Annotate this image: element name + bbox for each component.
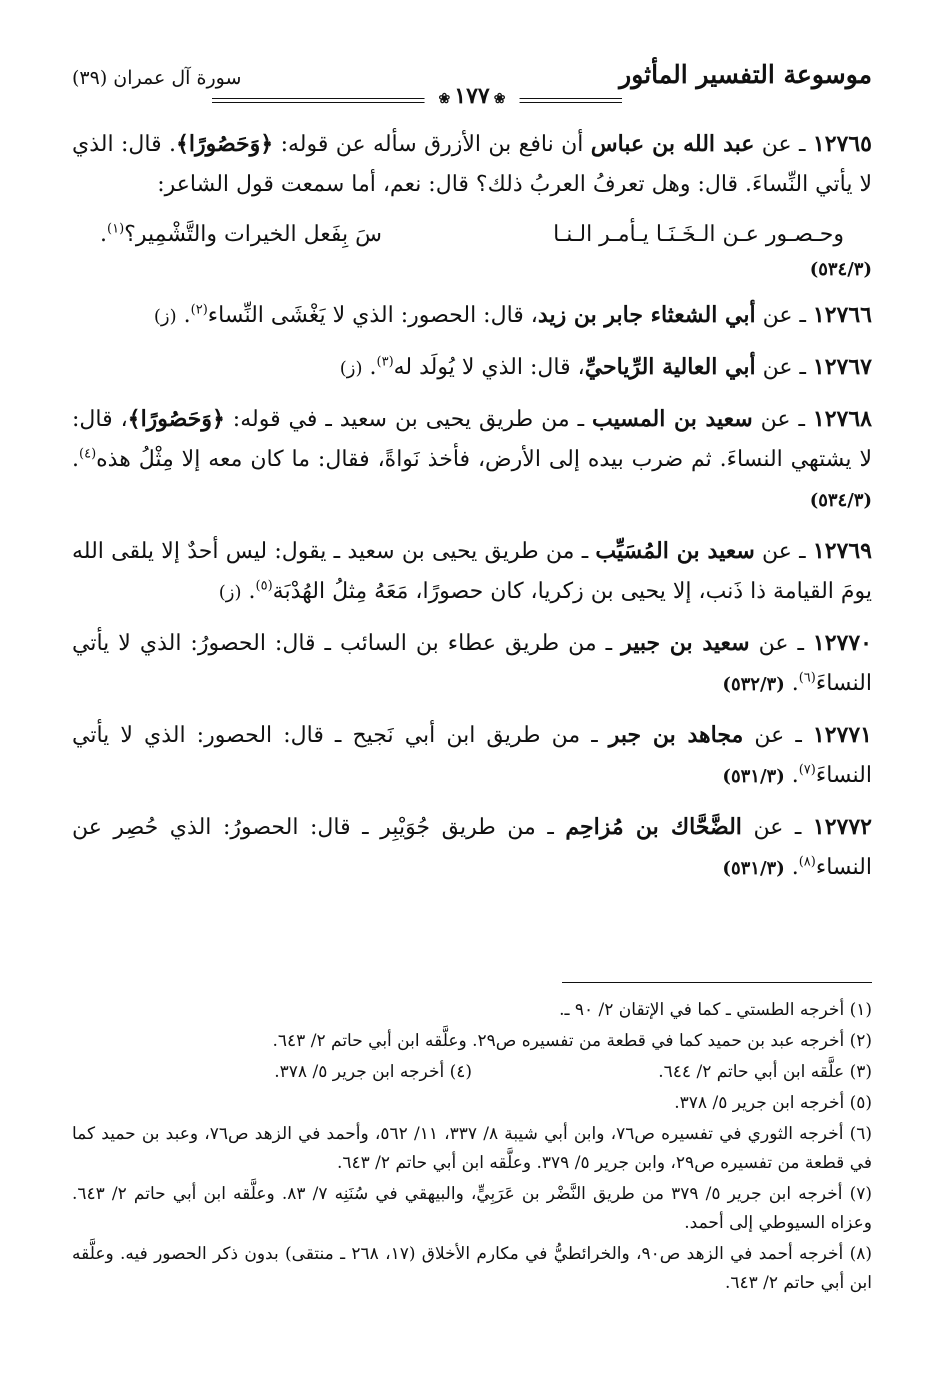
entry-text: . [176,303,191,328]
entry-text: ـ عن [743,723,813,748]
footnote: (٢) أخرجه عبد بن حميد كما في قطعة من تفسيره ص٢٩. وعلَّقه ابن أبي حاتم ٢/ ٦٤٣. [272,1031,872,1051]
entry-text: . [72,447,79,472]
volume-reference: (٥٣٤/٣) [809,259,872,280]
entry [72,807,872,889]
volume-reference: (٥٣١/٣) [722,858,785,879]
surah-name: سورة آل عمران (٣٩) [72,67,242,89]
entry-text: . [784,855,799,880]
footnote: (٤) أخرجه ابن جرير ٥/ ٣٧٨. [274,1062,472,1082]
footnote-marker: (١) [107,221,125,237]
footnotes [72,996,872,1300]
entry-text: . قال: الذي لا يأتي النِّساءَ. قال: وهل تعرفُ العربُ ذلك؟ قال: نعم، أما سمعت قول الشاعر: [72,132,872,197]
entry-text: . [362,355,377,380]
footnote-marker: (٣) [376,354,394,370]
book-title: موسوعة التفسير المأثور [619,60,872,89]
entry-text: ، قال: لا يشتهي النساءَ. ثم ضرب بيده إلى الأرض، فأخذ نَواةً، فقال: ما كان معه إلا مِثْلُ هذه [72,407,872,472]
entry-text: . [784,763,799,788]
source-marker: (ز) [339,358,363,379]
footnote-marker: (٢) [190,302,208,318]
verse-hemistich-2: سَ بِفَعل الخيرات والتَّشْمِير؟ [124,222,382,247]
page-number: ١٧٧ [454,83,490,109]
entry-text: ـ عن [741,815,813,840]
running-header [72,58,872,112]
entry-text: ، قال: الذي لا يُولَد له [393,355,585,380]
volume-reference: (٥٣٤/٣) [809,490,872,511]
entry-number: ١٢٧٦٧ [812,354,872,380]
quran-quote: ﴿وَحَصُورًا﴾ [175,131,274,157]
footnote-marker: (٥) [255,578,273,594]
entry [72,715,872,797]
entry [72,399,872,521]
narrator-name: مجاهد بن جبر [608,722,744,748]
narrator-name: أبي العالية الرِّياحيِّ [584,354,756,380]
entry-text: ـ من طريق يحيى بن سعيد ـ يقول: ليس أحدٌ إلا يلقى الله يومَ القيامة ذا ذَنب، إلا يحيى بن زكريا، كان حصورًا، مَعَهُ مِثلُ الهُدْبَة [72,539,872,604]
narrator-name: سعيد بن جبير [621,630,750,656]
entry [72,347,872,389]
footnote: (٦) أخرجه الثوري في تفسيره ص٧٦، وابن أبي شيبة ٨/ ٣٣٧، ١١/ ٥٦٢، وأحمد في الزهد ص٧٦، وعبد بن حميد كما في قطعة من تفسيره ص٢٩، وابن جرير ٥/ ٣٧٩. وعلَّقه ابن أبي حاتم ٢/ ٦٤٣. [72,1124,873,1173]
source-marker: (ز) [153,306,177,327]
page-number-block [425,80,520,115]
entry-text: ـ عن [755,355,813,380]
entry-text: ، قال: الحصور: الذي لا يَغْشَى النِّساء [207,303,538,328]
narrator-name: الضَّحَّاك بن مُزاحِم [565,814,742,840]
poetry-verse [72,215,872,255]
entry-text: ـ عن [749,631,813,656]
footnote: (٥) أخرجه ابن جرير ٥/ ٣٧٨. [674,1093,872,1113]
quran-quote: ﴿وَحَصُورًا﴾ [127,406,225,432]
entry-text: ـ عن [754,539,813,564]
entry-text: . [241,579,256,604]
entry [72,124,872,205]
footnote-marker: (٦) [798,670,816,686]
ornament-icon: ❀ [493,91,506,107]
volume-reference: (٥٣٢/٣) [722,674,785,695]
entry-text: ـ من طريق يحيى بن سعيد ـ في قوله: [224,407,592,432]
entry-number: ١٢٧٧١ [812,722,872,748]
entry-text: ـ عن [752,407,813,432]
entry-text: ـ عن [755,303,813,328]
verse-hemistich-1: وحـصـور عـن الـخَـنَـا يـأمـر الـنـا [553,222,844,247]
entry-text: أن نافع بن الأزرق سأله عن قوله: [273,132,591,157]
footnote: (١) أخرجه الطستي ـ كما في الإتقان ٢/ ٩٠ ـ. [559,1000,872,1020]
entry [72,531,872,613]
entry-number: ١٢٧٧٢ [812,814,872,840]
source-marker: (ز) [218,582,242,603]
verse-end: . [100,222,107,247]
footnote: (٨) أخرجه أحمد في الزهد ص٩٠، والخرائطيُّ في مكارم الأخلاق (١٧، ٢٦٨ ـ منتقى) بدون ذكر الحصور فيه. وعلَّقه ابن أبي حاتم ٢/ ٦٤٣. [72,1244,872,1293]
header-rule [212,98,622,103]
footnote: (٧) أخرجه ابن جرير ٥/ ٣٧٩ من طريق النَّضْر بن عَرَبِيٍّ، والبيهقي في سُنَنِه ٧/ ٨٣. وعلَّقه ابن أبي حاتم ٢/ ٦٤٣. وعزاه السيوطي إلى أحمد. [72,1184,873,1233]
footnote-row [72,1058,872,1089]
entry-number: ١٢٧٦٦ [812,302,872,328]
footnote: (٣) علَّقه ابن أبي حاتم ٢/ ٦٤٤. [658,1062,872,1082]
entry-text: ـ عن [754,132,813,157]
entry-text: ـ من طريق عطاء بن السائب ـ قال: الحصورُ: الذي لا يأتي النساءَ [72,631,872,696]
entry-text: ـ من طريق ابن أبي نَجيح ـ قال: الحصور: الذي لا يأتي النساءَ [72,723,872,788]
narrator-name: سعيد بن المُسَيِّب [595,538,755,564]
footnote-marker: (٤) [79,446,97,462]
narrator-name: سعيد بن المسيب [591,406,753,432]
main-text [72,124,872,899]
entry-text: ـ من طريق جُوَيْبِر ـ قال: الحصورُ: الذي حُصِر عن النساء [72,815,872,880]
ornament-icon: ❀ [438,91,451,107]
entry-number: ١٢٧٦٩ [812,538,872,564]
footnote-marker: (٧) [798,762,816,778]
volume-reference: (٥٣١/٣) [722,766,785,787]
entry-number: ١٢٧٧٠ [812,630,872,656]
footnote-marker: (٨) [798,854,816,870]
entry-number: ١٢٧٦٨ [812,406,872,432]
footnote-separator [562,982,872,983]
entry [72,623,872,705]
entry-number: ١٢٧٦٥ [812,131,872,157]
entry-text: . [784,671,799,696]
entry [72,295,872,337]
narrator-name: أبي الشعثاء جابر بن زيد [537,302,756,328]
narrator-name: عبد الله بن عباس [590,131,755,157]
